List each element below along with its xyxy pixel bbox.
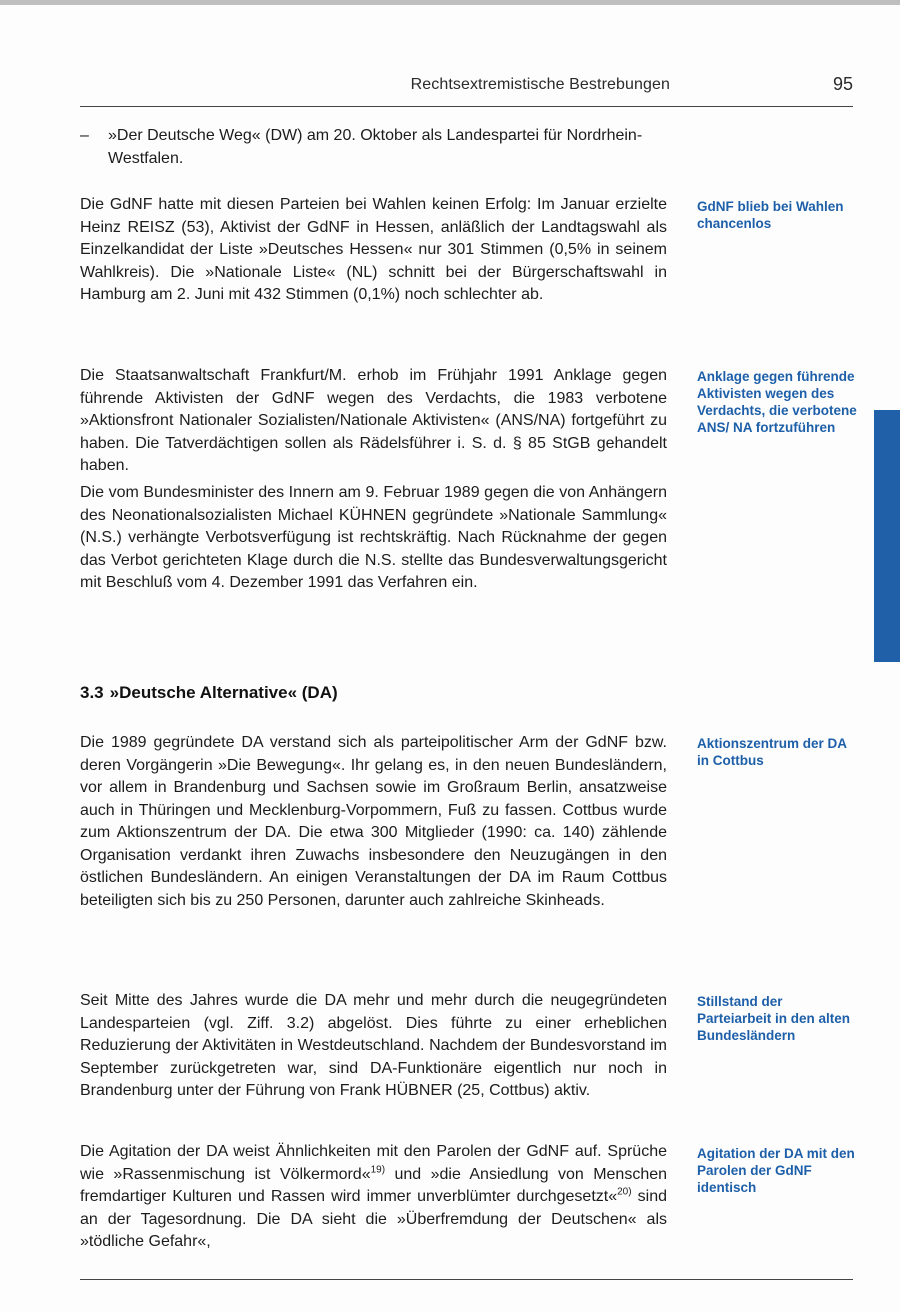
section-title: »Deutsche Alternative« (DA) [109, 683, 338, 702]
section-number: 3.3 [80, 683, 104, 702]
header-rule [80, 106, 853, 107]
footer-rule [80, 1279, 853, 1280]
paragraph-agitation [80, 1141, 667, 1254]
agitation-text-1: Die Agitation der DA weist Ähnlichkeiten mit den Parolen der GdNF auf. Sprüche wie »Rassenmischung ist Völkermord« [80, 1143, 667, 1183]
margin-note-standstill: Stillstand der Parteiarbeit in den alten Bundesländern [697, 994, 851, 1043]
agitation-text-2: und »die Ansiedlung von Menschen fremdartiger Kulturen und Rassen wird immer unverblümter durchgesetzt« [80, 1165, 668, 1205]
margin-note-agitation: Agitation der DA mit den Parolen der GdNF identisch [697, 1146, 855, 1195]
margin-note-indictment: Anklage gegen führende Aktivisten wegen des Verdachts, die verbotene ANS/ NA fortzuführen [697, 369, 857, 435]
running-header-title: Rechtsextremistische Bestrebungen [410, 76, 670, 93]
margin-note-cottbus: Aktionszentrum der DA in Cottbus [697, 736, 847, 768]
footnote-ref-19[interactable]: 19) [370, 1164, 386, 1176]
paragraph-ban: Die vom Bundesminister des Innern am 9. Februar 1989 gegen die von Anhängern des Neonationalsozialisten Michael KÜHNEN gegründete »Nationale Sammlung« (N.S.) verhängte Verbotsverfügung ist rechtskräftig. Nach Rücknahme der gegen das Verbot gerichteten Klage durch die N.S. stellte das Bundesverwaltungsgericht mit Beschluß vom 4. Dezember 1991 das Verfahren ein. [80, 484, 667, 591]
scan-top-edge [0, 0, 900, 5]
list-item-text: »Der Deutsche Weg« (DW) am 20. Oktober als Landespartei für Nordrhein-Westfalen. [108, 127, 643, 167]
section-heading [80, 683, 338, 703]
paragraph-indictment: Die Staatsanwaltschaft Frankfurt/M. erhob im Frühjahr 1991 Anklage gegen führende Aktivisten der GdNF wegen des Verdachts, die 1983 verbotene »Aktionsfront Nationaler Sozialisten/Nationale Aktivisten« (ANS/NA) fortgeführt zu haben. Die Tatverdächtigen sollen als Rädelsführer i. S. d. § 85 StGB gehandelt haben. [80, 367, 667, 474]
paragraph-da-founding: Die 1989 gegründete DA verstand sich als parteipolitischer Arm der GdNF bzw. deren Vorgängerin »Die Bewegung«. Ihr gelang es, in den neuen Bundesländern, vor allem in Brandenburg und Sachsen sowie im Großraum Berlin, ansatzweise auch in Thüringen und Mecklenburg-Vorpommern, Fuß zu fassen. Cottbus wurde zum Aktionszentrum der DA. Die etwa 300 Mitglieder (1990: ca. 140) zählende Organisation verdankt ihren Zuwachs insbesondere den Neuzugängen in den östlichen Bundesländern. An einigen Veranstaltungen der DA im Raum Cottbus beteiligten sich bis zu 250 Personen, darunter auch zahlreiche Skinheads. [80, 734, 667, 909]
paragraph-standstill: Seit Mitte des Jahres wurde die DA mehr und mehr durch die neugegründeten Landesparteien (vgl. Ziff. 3.2) abgelöst. Dies führte zu einer erheblichen Reduzierung der Aktivitäten in Westdeutschland. Nachdem der Bundesvorstand im September zurückgetreten war, sind DA-Funktionäre eigentlich nur noch in Brandenburg unter der Führung von Frank HÜBNER (25, Cottbus) aktiv. [80, 992, 667, 1099]
margin-note-elections: GdNF blieb bei Wahlen chancenlos [697, 199, 844, 231]
agitation-text-3: sind an der Tagesordnung. Die DA sieht die »Überfremdung der Deutschen« als »tödliche Gefahr«, [80, 1188, 668, 1250]
chapter-tab-marker [874, 410, 900, 662]
list-dash: – [80, 127, 89, 144]
paragraph-elections: Die GdNF hatte mit diesen Parteien bei Wahlen keinen Erfolg: Im Januar erzielte Heinz REISZ (53), Aktivist der GdNF in Hessen, anläßlich der Landtagswahl als Einzelkandidat der Liste »Deutsches Hessen« nur 301 Stimmen (0,5% in seinem Wahlkreis). Die »Nationale Liste« (NL) schnitt bei der Bürgerschaftswahl in Hamburg am 2. Juni mit 432 Stimmen (0,1%) noch schlechter ab. [80, 196, 667, 303]
list-item [80, 125, 667, 170]
footnote-ref-20[interactable]: 20) [617, 1186, 632, 1198]
page-number: 95 [832, 74, 853, 94]
